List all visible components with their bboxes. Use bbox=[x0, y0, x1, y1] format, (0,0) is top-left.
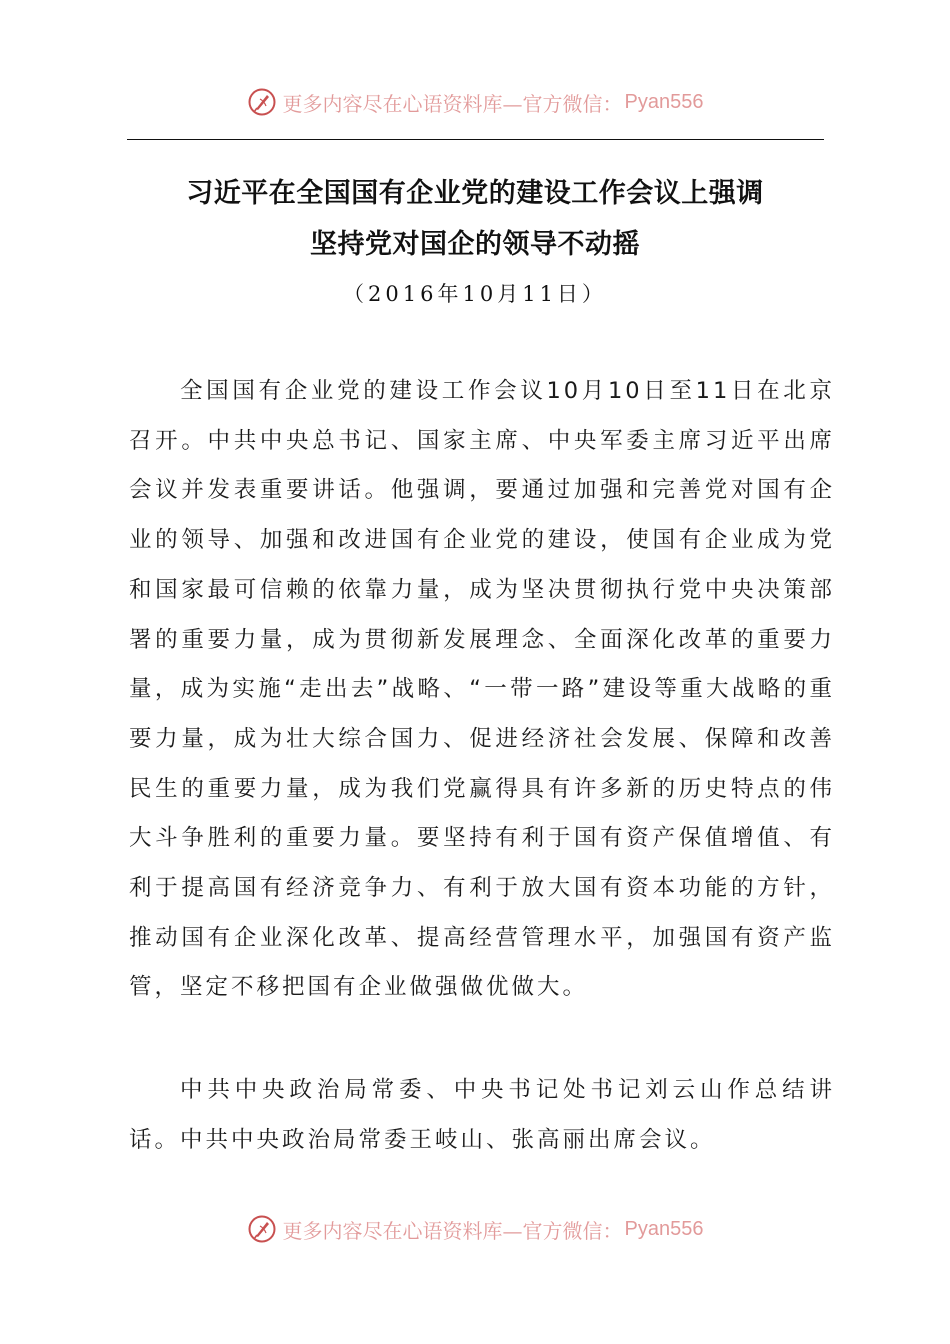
quill-logo-icon bbox=[247, 87, 277, 117]
watermark-wechat-id: Pyan556 bbox=[624, 1217, 704, 1240]
watermark-banner-bottom bbox=[0, 1211, 950, 1247]
watermark-text: 更多内容尽在心语资料库—官方微信： bbox=[282, 91, 623, 116]
body-paragraph: 全国国有企业党的建设工作会议10月10日至11日在北京召开。中共中央总书记、国家主席、中央军委主席习近平出席会议并发表重要讲话。他强调，要通过加强和完善党对国有企业的领导、加强和改进国有企业党的建设，使国有企业成为党和国家最可信赖的依靠力量，成为坚决贯彻执行党中央决策部署的重要力量，成为贯彻新发展理念、全面深化改革的重要力量，成为实施“走出去”战略、“一带一路”建设等重大战略的重要力量，成为壮大综合国力、促进经济社会发展、保障和改善民生的重要力量，成为我们党赢得具有许多新的历史特点的伟大斗争胜利的重要力量。要坚持有利于国有资产保值增值、有利于提高国有经济竞争力、有利于放大国有资本功能的方针，推动国有企业深化改革、提高经营管理水平，加强国有资产监管，坚定不移把国有企业做强做优做大。 bbox=[129, 378, 835, 1001]
watermark-text: 更多内容尽在心语资料库—官方微信： bbox=[282, 1218, 623, 1243]
watermark-banner-top bbox=[0, 84, 950, 120]
document-title-line-2: 坚持党对国企的领导不动摇 bbox=[310, 229, 640, 260]
document-title-line-1: 习近平在全国国有企业党的建设工作会议上强调 bbox=[186, 178, 764, 209]
document-date: （2016年10月11日） bbox=[343, 282, 607, 306]
header-rule bbox=[127, 139, 824, 140]
watermark-wechat-id: Pyan556 bbox=[624, 90, 704, 113]
body-paragraph: 中共中央政治局常委、中央书记处书记刘云山作总结讲话。中共中央政治局常委王岐山、张高丽出席会议。 bbox=[129, 1077, 835, 1153]
quill-logo-icon bbox=[247, 1214, 277, 1244]
